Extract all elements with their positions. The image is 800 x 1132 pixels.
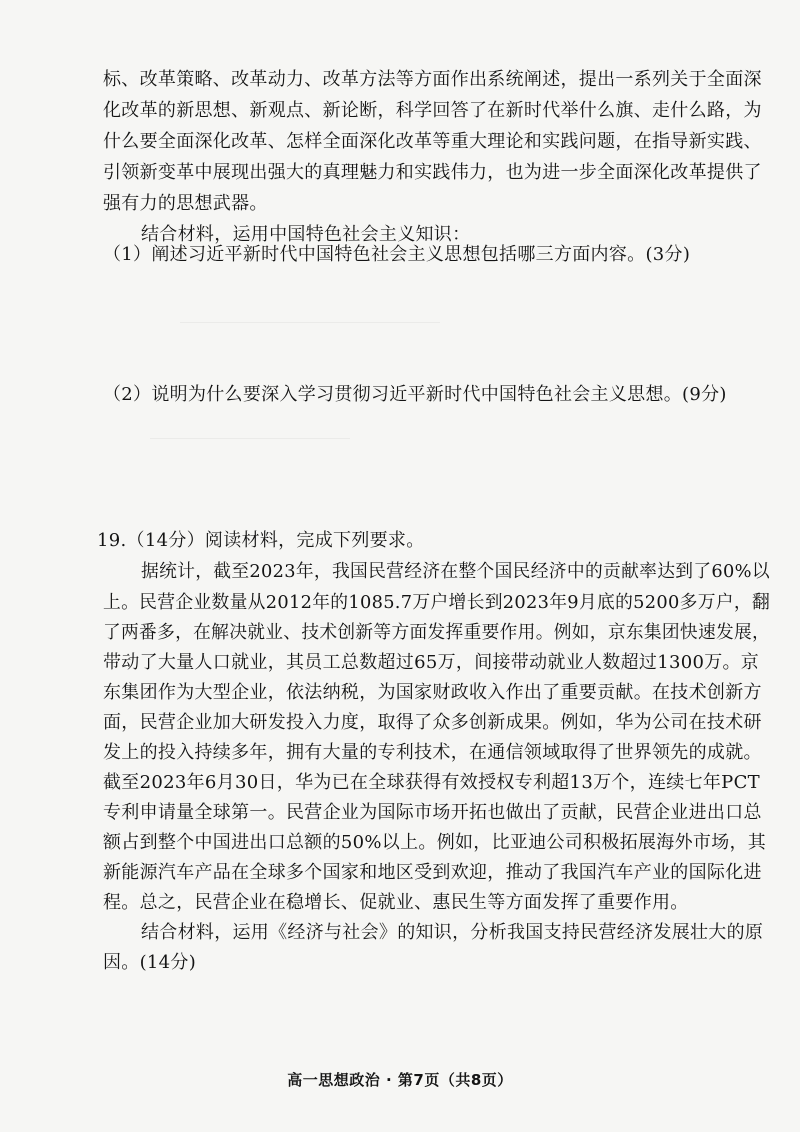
q19-material-line: 东集团作为大型企业，依法纳税，为国家财政收入作出了重要贡献。在技术创新方: [103, 682, 762, 703]
material-line: 引领新变革中展现出强大的真理魅力和实践伟力，也为进一步全面深化改革提供了: [103, 162, 762, 183]
q19-material-line: 面，民营企业加大研发投入力度，取得了众多创新成果。例如，华为公司在技术研: [103, 712, 762, 733]
material-line: 强有力的思想武器。: [103, 193, 268, 214]
q19-material-line: 了两番多，在解决就业、技术创新等方面发挥重要作用。例如，京东集团快速发展，: [103, 622, 771, 643]
scan-artifact: [180, 322, 440, 323]
scan-artifact: [150, 438, 350, 439]
page-footer: 高一思想政治 · 第7页（共8页）: [287, 1071, 513, 1089]
material-line: 化改革的新思想、新观点、新论断，科学回答了在新时代举什么旗、走什么路，为: [103, 100, 762, 121]
q19-material-line: 新能源汽车产品在全球多个国家和地区受到欢迎，推动了我国汽车产业的国际化进: [103, 862, 762, 883]
q19-material-line: 带动了大量人口就业，其员工总数超过65万，间接带动就业人数超过1300万。京: [103, 652, 760, 673]
q19-material-line: 据统计，截至2023年，我国民营经济在整个国民经济中的贡献率达到了60%以: [141, 561, 770, 582]
q19-material-line: 上。民营企业数量从2012年的1085.7万户增长到2023年9月底的5200多万户，翻: [103, 592, 771, 613]
q19-prompt: 因。(14分): [103, 952, 197, 973]
q19-material-line: 程。总之，民营企业在稳增长、促就业、惠民生等方面发挥了重要作用。: [103, 892, 689, 913]
q19-material-line: 额占到整个中国进出口总额的50%以上。例如，比亚迪公司积极拓展海外市场，其: [103, 832, 767, 853]
q18-subquestion-1: （1）阐述习近平新时代中国特色社会主义思想包括哪三方面内容。(3分): [103, 244, 691, 265]
material-line: 标、改革策略、改革动力、改革方法等方面作出系统阐述，提出一系列关于全面深: [103, 69, 762, 90]
q19-header: 19.（14分）阅读材料，完成下列要求。: [97, 530, 425, 551]
q18-prompt: 结合材料，运用中国特色社会主义知识：: [141, 224, 471, 245]
q18-subquestion-2: （2）说明为什么要深入学习贯彻习近平新时代中国特色社会主义思想。(9分): [103, 384, 727, 405]
q19-material-line: 截至2023年6月30日，华为已在全球获得有效授权专利超13万个，连续七年PCT: [103, 772, 760, 793]
material-line: 什么要全面深化改革、怎样全面深化改革等重大理论和实践问题，在指导新实践、: [103, 131, 762, 152]
q19-material-line: 专利申请量全球第一。民营企业为国际市场开拓也做出了贡献，民营企业进出口总: [103, 802, 762, 823]
q19-prompt: 结合材料，运用《经济与社会》的知识，分析我国支持民营经济发展壮大的原: [141, 922, 764, 943]
q19-material-line: 发上的投入持续多年，拥有大量的专利技术，在通信领域取得了世界领先的成就。: [103, 742, 762, 763]
